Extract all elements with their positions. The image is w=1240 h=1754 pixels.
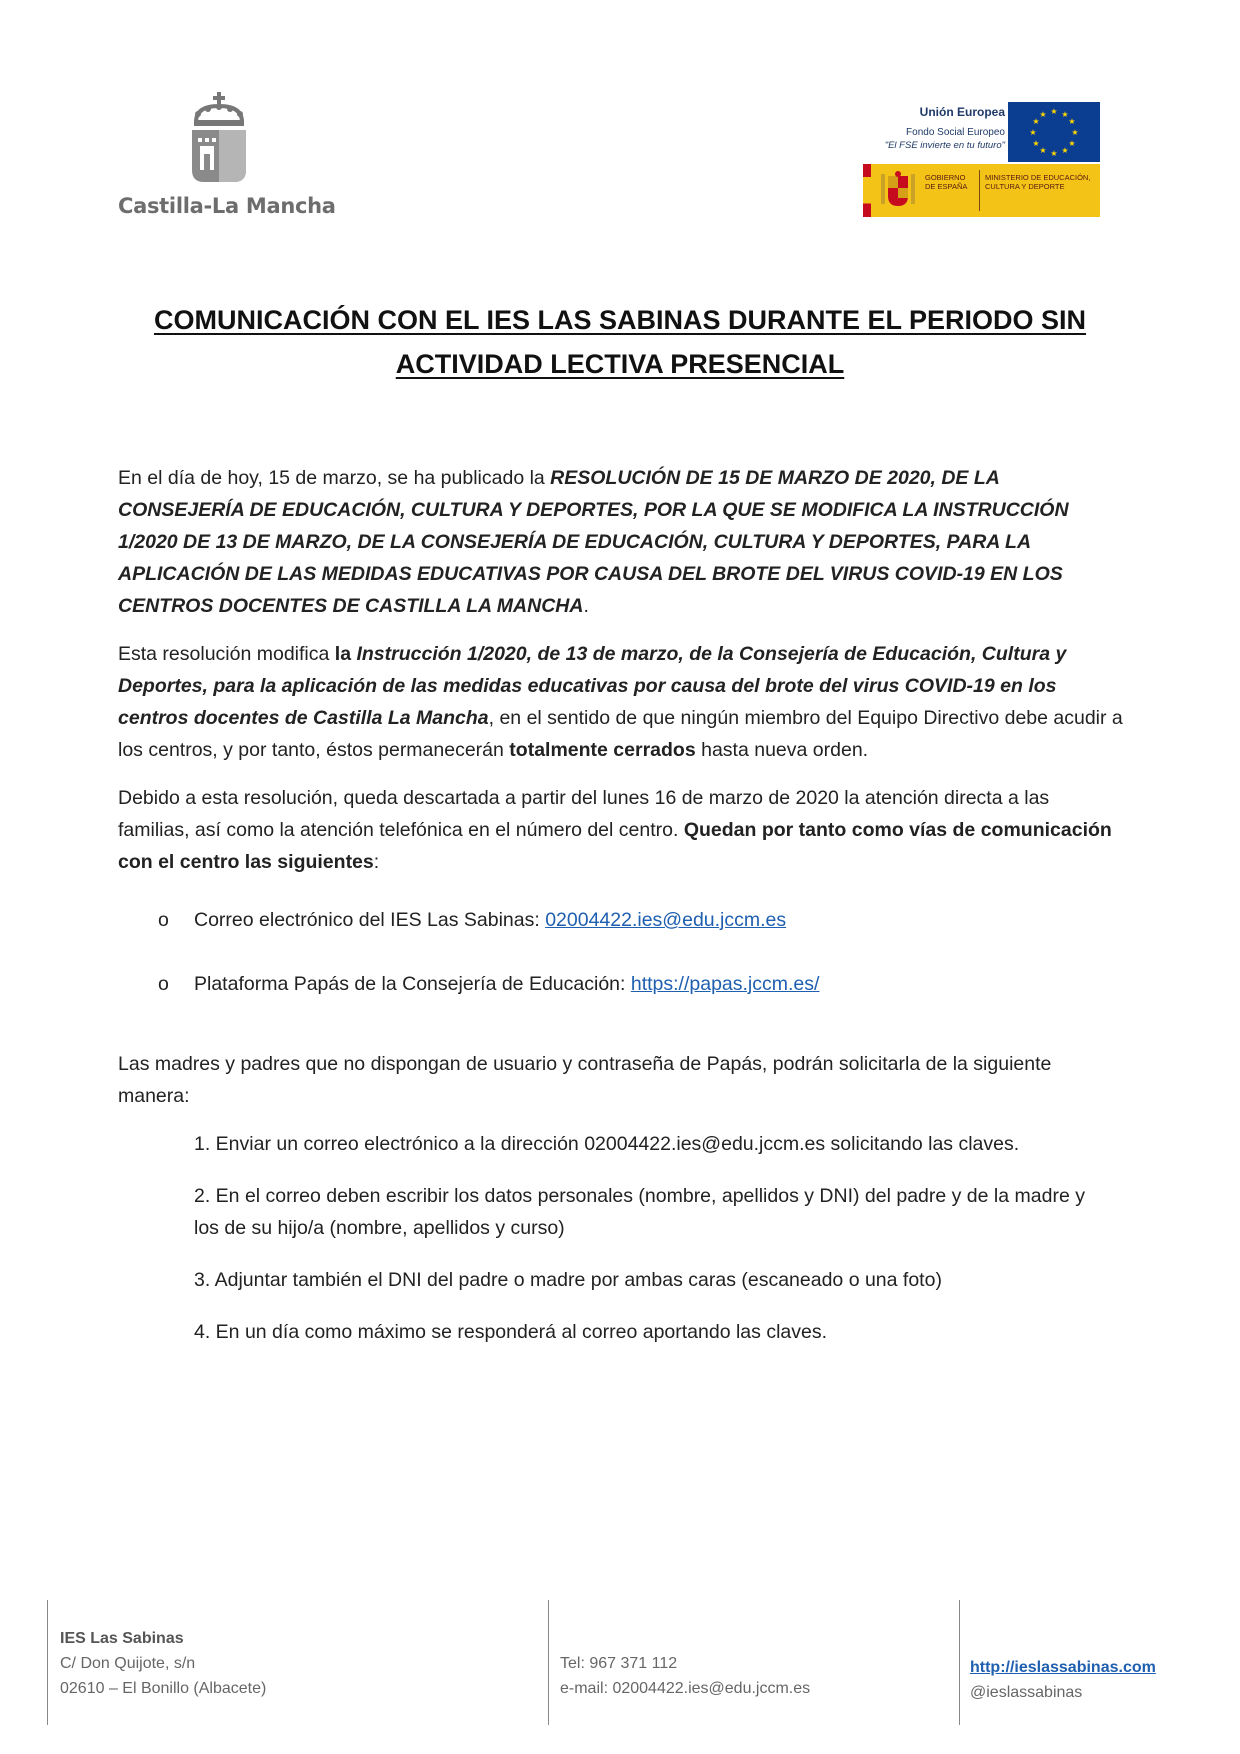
footer-phone: Tel: 967 371 112 <box>560 1655 678 1672</box>
totally-closed-emphasis: totalmente cerrados <box>509 739 696 761</box>
svg-text:★: ★ <box>1032 139 1040 148</box>
eu-fse-logo-block <box>863 102 1103 217</box>
svg-text:★: ★ <box>1068 139 1076 148</box>
castilla-la-mancha-logo <box>118 92 336 222</box>
footer-divider <box>47 1600 48 1725</box>
castle-crown-icon <box>188 92 250 187</box>
document-title-line-2: ACTIVIDAD LECTIVA PRESENCIAL <box>395 349 845 379</box>
bullet-mark: o <box>158 973 169 995</box>
footer-contact <box>560 1651 810 1701</box>
eu-fund-name: Fondo Social Europeo <box>906 127 1005 138</box>
resolution-name: RESOLUCIÓN DE 15 DE MARZO DE 2020, DE LA CONSEJERÍA DE EDUCACIÓN, CULTURA Y DEPORTES, POR LA QUE SE MODIFICA LA INSTRUCCIÓN 1/2020 DE 13 DE MARZO, DE LA CONSEJERÍA DE EDUCACIÓN, CULTURA Y DEPORTES, PARA LA APLICACIÓN DE LAS MEDIDAS EDUCATIVAS POR CAUSA DEL BROTE DEL VIRUS COVID-19 EN LOS CENTROS DOCENTES DE CASTILLA LA MANCHA <box>118 467 1069 617</box>
page-footer <box>0 1600 1240 1730</box>
svg-text:★: ★ <box>1061 110 1069 119</box>
eu-text-block <box>863 102 1005 162</box>
svg-text:★: ★ <box>1068 117 1076 126</box>
paragraph-credentials: Las madres y padres que no dispongan de usuario y contraseña de Papás, podrán solicitarla de la siguiente manera: <box>118 1053 1052 1107</box>
paragraph-resolution <box>118 462 1123 622</box>
footer-web <box>970 1655 1156 1705</box>
footer-school-name: IES Las Sabinas <box>60 1630 184 1647</box>
paragraph-instruction-middle: , en el sentido de que ningún miembro del Equipo Directivo debe acudir a los centros, y por tanto, éstos permanecerán <box>118 707 1123 761</box>
list-item: 4. En un día como máximo se responderá al correo aportando las claves. <box>194 1321 828 1343</box>
eu-title: Unión Europea <box>919 105 1005 119</box>
spain-coat-of-arms-icon <box>877 170 919 210</box>
footer-email: e-mail: 02004422.ies@edu.jccm.es <box>560 1680 811 1697</box>
eu-motto: "El FSE invierte en tu futuro" <box>884 140 1005 151</box>
gobierno-label: GOBIERNO DE ESPAÑA <box>925 173 968 191</box>
spain-flag-stripes <box>863 164 871 217</box>
paragraph-communication-end: : <box>373 851 380 873</box>
credentials-steps-list <box>118 1128 1123 1388</box>
communication-channels-list <box>118 894 1123 1044</box>
gobierno-espana-logo <box>863 164 1100 217</box>
paragraph-instruction-article: la <box>334 643 357 665</box>
svg-text:★: ★ <box>1039 146 1047 155</box>
svg-text:★: ★ <box>1050 107 1058 116</box>
svg-text:★: ★ <box>1032 117 1040 126</box>
footer-divider <box>548 1600 549 1725</box>
footer-street: C/ Don Quijote, s/n <box>60 1655 196 1672</box>
paragraph-instruction-intro: Esta resolución modifica <box>118 643 335 665</box>
footer-address <box>60 1626 266 1701</box>
communication-channels-emphasis: Quedan por tanto como vías de comunicación con el centro las siguientes <box>118 819 1112 873</box>
svg-text:★: ★ <box>1050 149 1058 158</box>
gov-divider <box>979 170 980 211</box>
paragraph-resolution-intro: En el día de hoy, 15 de marzo, se ha publicado la <box>118 467 551 489</box>
footer-city: 02610 – El Bonillo (Albacete) <box>60 1680 267 1697</box>
paragraph-resolution-end: . <box>583 595 589 617</box>
document-title <box>110 298 1130 386</box>
paragraph-communication <box>118 782 1123 878</box>
paragraph-instruction <box>118 638 1123 766</box>
bullet-text <box>194 904 786 936</box>
bullet-label: Plataforma Papás de la Consejería de Educación: <box>194 973 631 995</box>
list-item: 3. Adjuntar también el DNI del padre o madre por ambas caras (escaneado o una foto) <box>194 1269 942 1291</box>
papas-platform-link[interactable]: https://papas.jccm.es/ <box>630 973 820 995</box>
svg-text:★: ★ <box>1061 146 1069 155</box>
instruction-name: Instrucción 1/2020, de 13 de marzo, de la Consejería de Educación, Cultura y Deportes, para la aplicación de las medidas educativas por causa del brote del virus COVID-19 en los centros docentes de Castilla La Mancha <box>118 643 1067 729</box>
document-body <box>118 462 1123 1388</box>
list-item: 2. En el correo deben escribir los datos personales (nombre, apellidos y DNI) del padre y de la madre y los de su hijo/a (nombre, apellidos y curso) <box>194 1185 1085 1239</box>
paragraph-communication-intro: Debido a esta resolución, queda descartada a partir del lunes 16 de marzo de 2020 la atención directa a las familias, así como la atención telefónica en el número del centro. <box>118 787 1050 841</box>
svg-text:★: ★ <box>1029 128 1037 137</box>
footer-divider <box>959 1600 960 1725</box>
svg-text:★: ★ <box>1071 128 1079 137</box>
footer-social-handle: @ieslassabinas <box>970 1684 1083 1701</box>
paragraph-instruction-end: hasta nueva orden. <box>695 739 869 761</box>
document-title-line-1: COMUNICACIÓN CON EL IES LAS SABINAS DURANTE EL PERIODO SIN <box>153 305 1087 335</box>
bullet-text <box>194 968 819 1000</box>
ministerio-label: MINISTERIO DE EDUCACIÓN, CULTURA Y DEPORTE <box>985 173 1091 191</box>
castilla-la-mancha-wordmark: Castilla-La Mancha <box>118 194 336 218</box>
list-item: 1. Enviar un correo electrónico a la dirección 02004422.ies@edu.jccm.es solicitando las claves. <box>194 1133 1020 1155</box>
svg-text:★: ★ <box>1039 110 1047 119</box>
bullet-label: Correo electrónico del IES Las Sabinas: <box>194 909 546 931</box>
school-email-link[interactable]: 02004422.ies@edu.jccm.es <box>545 909 787 931</box>
eu-flag-icon <box>1008 102 1100 162</box>
bullet-mark: o <box>158 909 169 931</box>
website-link[interactable]: http://ieslassabinas.com <box>970 1659 1156 1676</box>
